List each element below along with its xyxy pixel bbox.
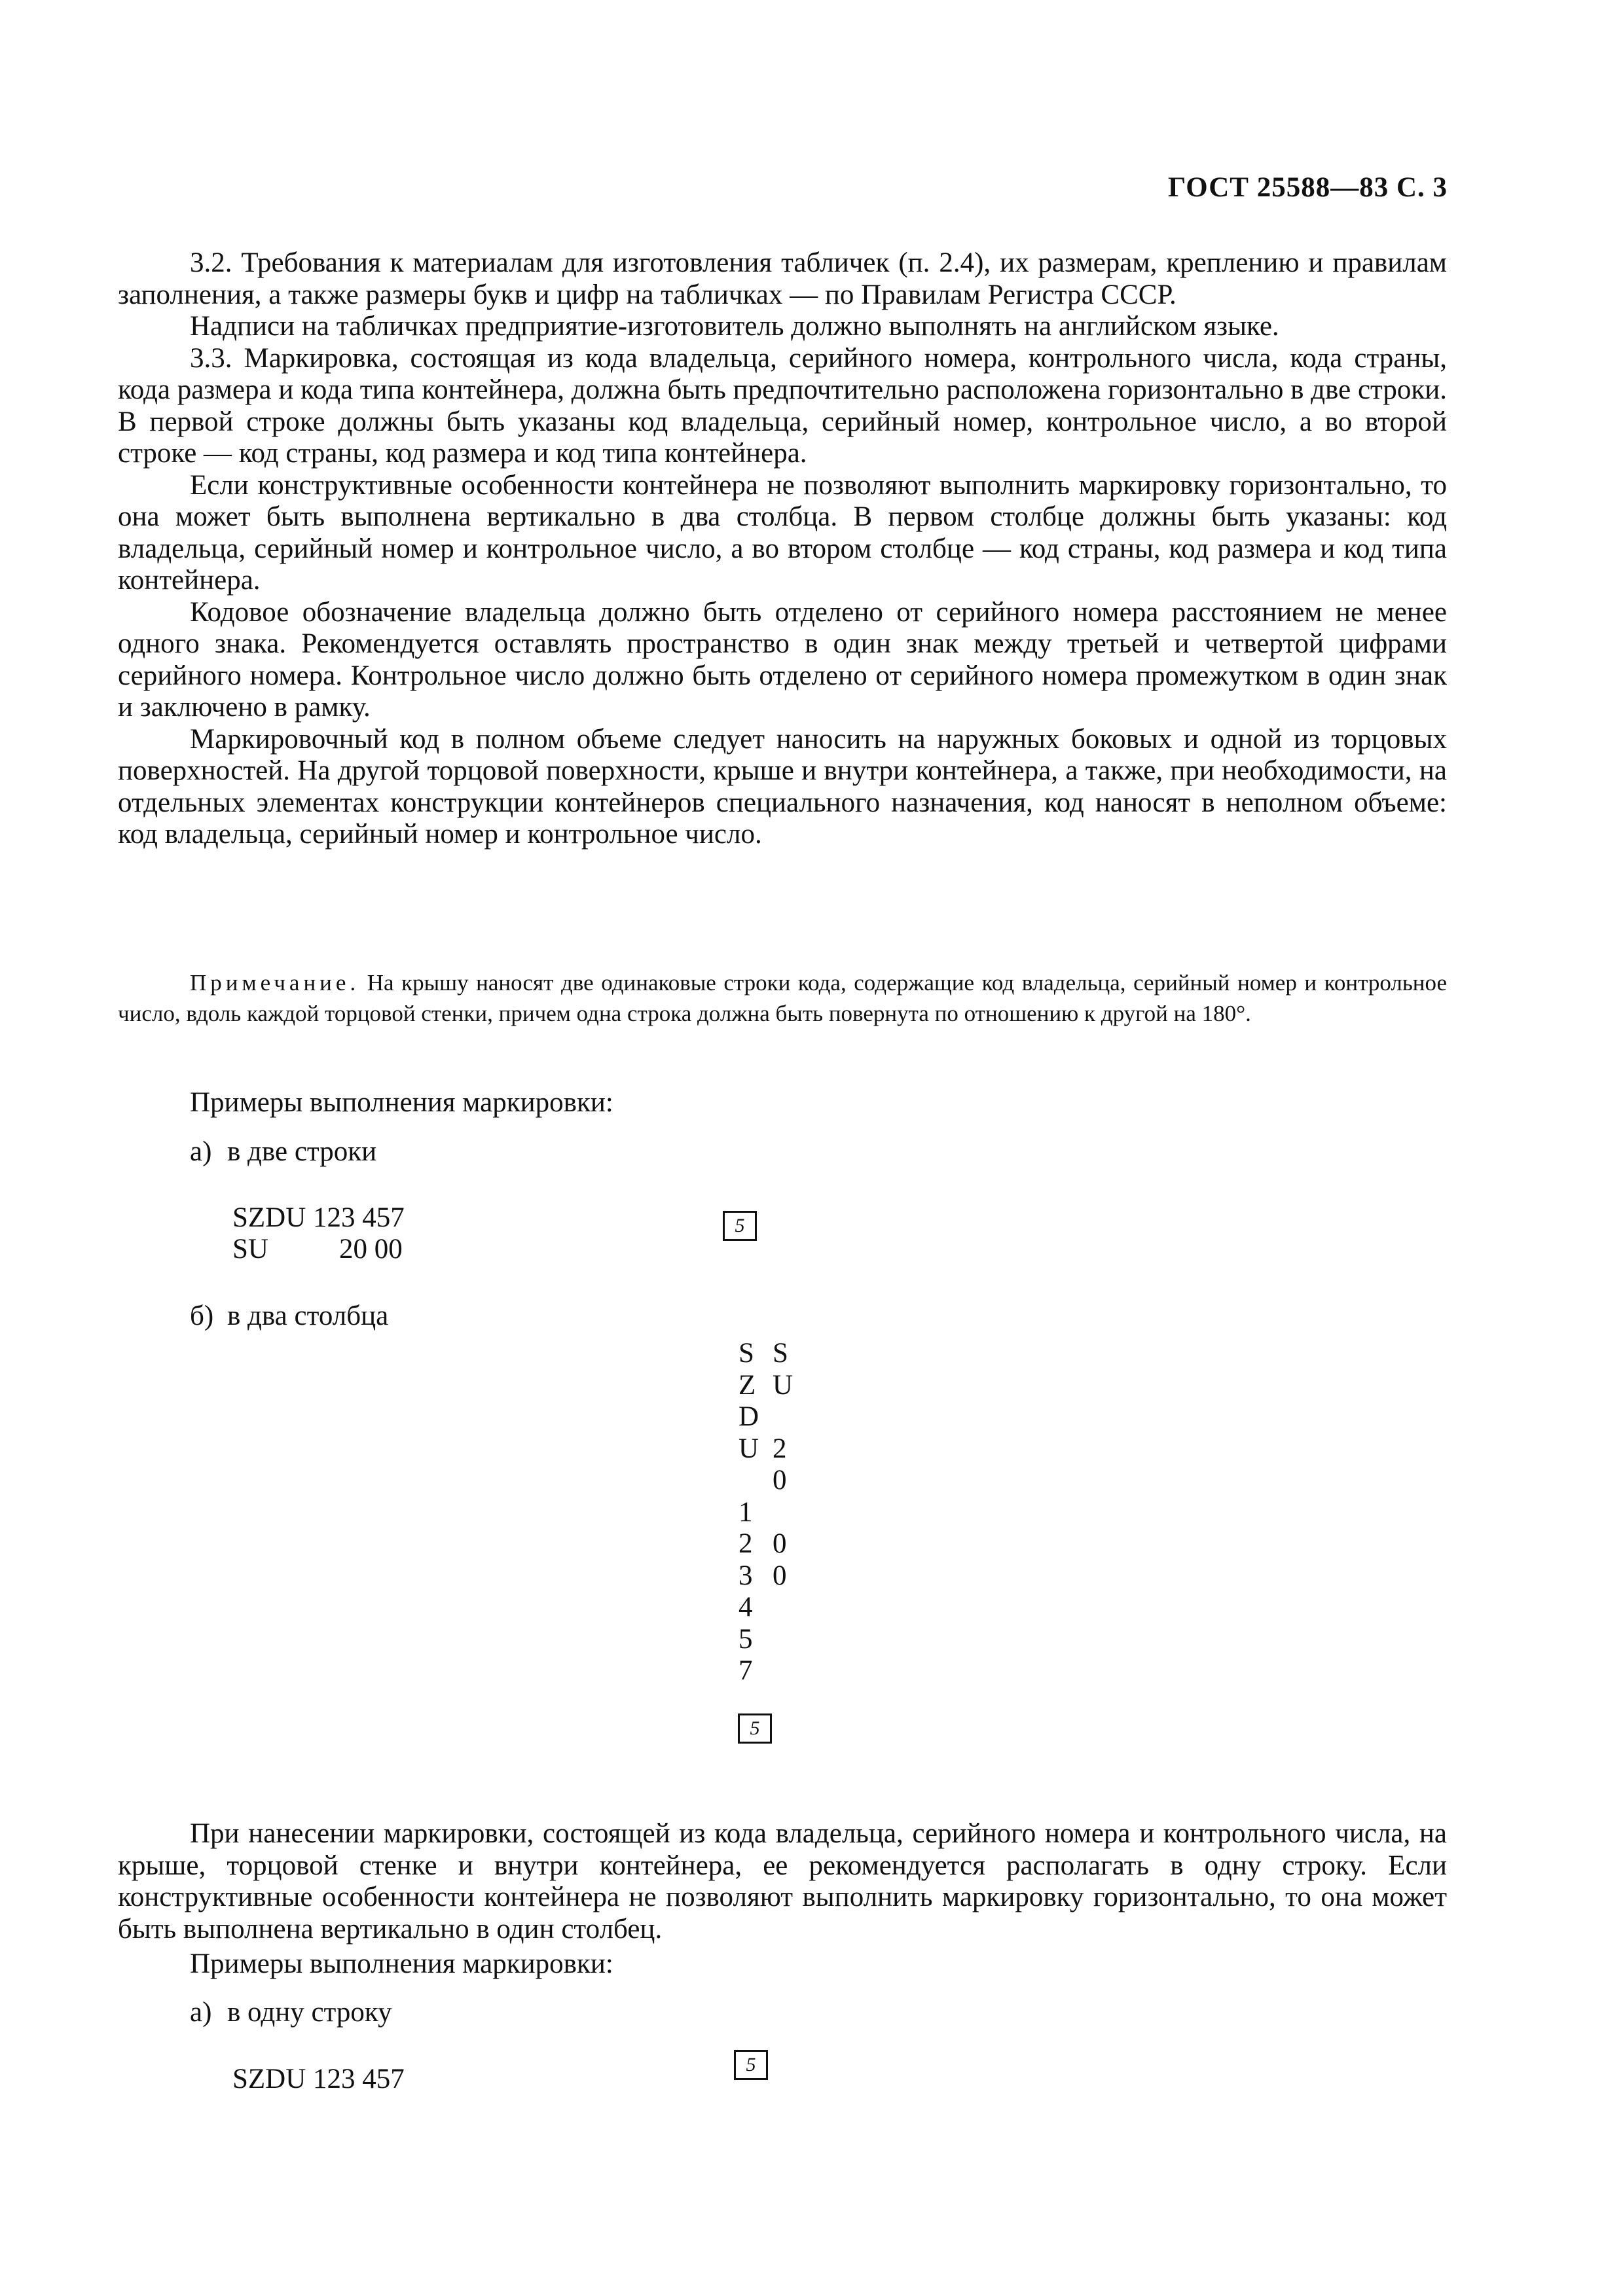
example-a2-line: SZDU 123 457 [232, 2064, 405, 2094]
example-a-label: а) [190, 1136, 212, 1167]
tail-text [118, 1818, 1447, 1945]
check-digit-box: 5 [723, 1211, 757, 1241]
example-a-text: в две строки [227, 1136, 377, 1167]
paragraph-inscriptions: Надписи на табличках предприятие-изготовитель должно выполнять на английском языке. [190, 311, 1279, 342]
paragraph-roof: При нанесении маркировки, состоящей из кода владельца, серийного номера и контрольного числа, на крыше, торцовой стенке и внутри контейнера, ее рекомендуется располагать в одну строку. Если конструктивные особенности контейнера не позволяют выполнить маркировку горизонтально, то она может быть выполнена вертикально в один столбец. [118, 1818, 1447, 1945]
examples-heading-2: Примеры выполнения маркировки: [190, 1948, 613, 1979]
paragraph-full-code: Маркировочный код в полном объеме следует наносить на наружных боковых и одной из торцовых поверхностей. На другой торцовой поверхности, крыше и внутри контейнера, а также, при необходимости, на отдельных элементах конструкции контейнеров специального назначения, код наносят в неполном объеме: код владельца, серийный номер и контрольное число. [118, 723, 1447, 850]
check-digit-box-2: 5 [734, 2050, 768, 2080]
paragraph-3-2: 3.2. Требования к материалам для изготовления табличек (п. 2.4), их размерам, креплению и правилам заполнения, а также размеры букв и цифр на табличках — по Правилам Регистра СССР. [118, 247, 1447, 310]
example-b-text: в два столбца [227, 1300, 389, 1331]
page-header: ГОСТ 25588—83 С. 3 [1167, 172, 1448, 203]
paragraph-owner-code: Кодовое обозначение владельца должно быть отделено от серийного номера расстоянием не менее одного знака. Рекомендуется оставлять пространство в один знак между третьей и четвертой цифрами серийного номера. Контрольное число должно быть отделено от серийного номера промежутком в один знак и заключено в рамку. [118, 596, 1447, 723]
example-a2-text: в одну строку [227, 1997, 392, 2028]
paragraph-vertical: Если конструктивные особенности контейнера не позволяют выполнить маркировку горизонтально, то она может быть выполнена вертикально в два столбца. В первом столбце должны быть указаны: код владельца, серийный номер и контрольное число, а во втором столбце — код страны, код размера и код типа контейнера. [118, 469, 1447, 596]
paragraph-3-3: 3.3. Маркировка, состоящая из кода владельца, серийного номера, контрольного числа, кода страны, кода размера и кода типа контейнера, должна быть предпочтительно расположена горизонтально в две строки. В первой строке должны быть указаны код владельца, серийный номер, контрольное число, а во второй строке — код страны, код размера и код типа контейнера. [118, 342, 1447, 469]
vertical-column-1: S Z D U 1 2 3 4 5 7 [739, 1338, 759, 1686]
check-digit-box-vertical: 5 [738, 1713, 772, 1744]
example-b-label: б) [190, 1300, 214, 1331]
example-a-code: 20 00 [339, 1234, 403, 1265]
note-text: На крышу наносят две одинаковые строки кода, содержащие код владельца, серийный номер и контрольное число, вдоль каждой торцовой стенки, причем одна строка должна быть повернута по отношению к другой на 180°. [118, 970, 1448, 1026]
note-label: Примечание. [190, 970, 360, 996]
example-a-country: SU [232, 1234, 268, 1265]
vertical-column-2: S U 2 0 0 0 [773, 1338, 793, 1591]
note [118, 967, 1447, 1029]
example-a-line1: SZDU 123 457 [232, 1202, 405, 1233]
example-a2-label: а) [190, 1997, 212, 2028]
examples-heading-1: Примеры выполнения маркировки: [190, 1087, 613, 1118]
main-text [118, 247, 1447, 851]
